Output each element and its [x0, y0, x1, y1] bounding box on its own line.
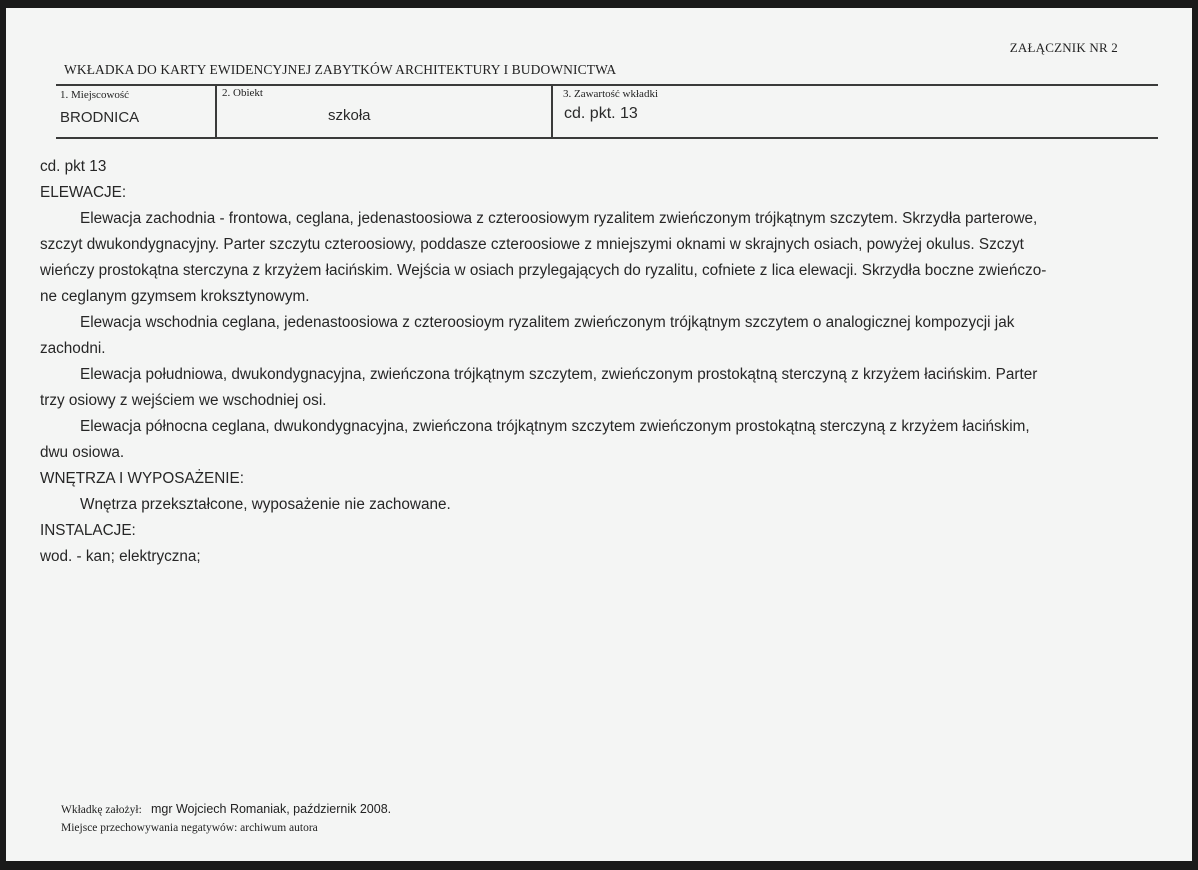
- east-line-2: zachodni.: [40, 340, 106, 357]
- card-title: WKŁADKA DO KARTY EWIDENCYJNEJ ZABYTKÓW ARCHITEKTURY I BUDOWNICTWA: [64, 62, 617, 77]
- record-card: [6, 8, 1192, 861]
- header-top-rule: [56, 84, 1158, 86]
- contents-label: 3. Zawartość wkładki: [563, 88, 658, 100]
- interior-text: Wnętrza przekształcone, wyposażenie nie zachowane.: [80, 496, 451, 513]
- elevations-heading: ELEWACJE:: [40, 184, 127, 201]
- annex-number: ZAŁĄCZNIK NR 2: [1009, 40, 1118, 55]
- west-line-1: Elewacja zachodnia - frontowa, ceglana, jedenastoosiowa z czteroosiowym ryzalitem zwieńczonym trójkątnym szczytem. Skrzydła parterowe,: [80, 210, 1038, 227]
- field-divider-1: [215, 85, 217, 138]
- installations-text: wod. - kan; elektryczna;: [40, 548, 201, 565]
- storage-label: Miejsce przechowywania negatywów:: [61, 822, 238, 834]
- contents-value: cd. pkt. 13: [564, 105, 638, 122]
- record-body: [40, 154, 1140, 570]
- south-line-1: Elewacja południowa, dwukondygnacyjna, zwieńczona trójkątnym szczytem, zwieńczonym prostokątną sterczyną z krzyżem łacińskim. Parter: [80, 366, 1038, 383]
- west-line-4: ne ceglanym gzymsem kroksztynowym.: [40, 288, 310, 305]
- south-line-2: trzy osiowy z wejściem we wschodniej osi.: [40, 392, 327, 409]
- object-label: 2. Obiekt: [222, 87, 263, 99]
- field-divider-2: [551, 85, 553, 138]
- locality-label: 1. Miejscowość: [60, 89, 130, 101]
- interior-heading: WNĘTRZA I WYPOSAŻENIE:: [40, 470, 244, 487]
- locality-value: BRODNICA: [60, 109, 140, 126]
- card-footer: [61, 802, 391, 842]
- north-line-2: dwu osiowa.: [40, 444, 125, 461]
- continuation-note: cd. pkt 13: [40, 158, 107, 175]
- west-line-2: szczyt dwukondygnacyjny. Parter szczytu czteroosiowy, poddasze czteroosiowe z mniejszymi oknami w skrajnych osiach, powyżej okulus. Szczyt: [40, 236, 1024, 253]
- author-value: mgr Wojciech Romaniak, październik 2008.: [150, 802, 392, 816]
- author-label: Wkładkę założył:: [61, 804, 142, 816]
- header-bottom-rule: [56, 137, 1158, 139]
- installations-heading: INSTALACJE:: [40, 522, 136, 539]
- west-line-3: wieńczy prostokątna sterczyna z krzyżem łacińskim. Wejścia w osiach przylegających do ryzalitu, cofniete z lica elewacji. Skrzydła boczne zwieńczo-: [40, 262, 1047, 279]
- storage-value: archiwum autora: [240, 822, 318, 834]
- object-value: szkoła: [328, 107, 371, 124]
- north-line-1: Elewacja północna ceglana, dwukondygnacyjna, zwieńczona trójkątnym szczytem zwieńczonym prostokątną sterczyną z krzyżem łacińskim,: [80, 418, 1030, 435]
- east-line-1: Elewacja wschodnia ceglana, jedenastoosiowa z czteroosioym ryzalitem zwieńczonym trójkątnym szczytem o analogicznej kompozycji jak: [80, 314, 1015, 331]
